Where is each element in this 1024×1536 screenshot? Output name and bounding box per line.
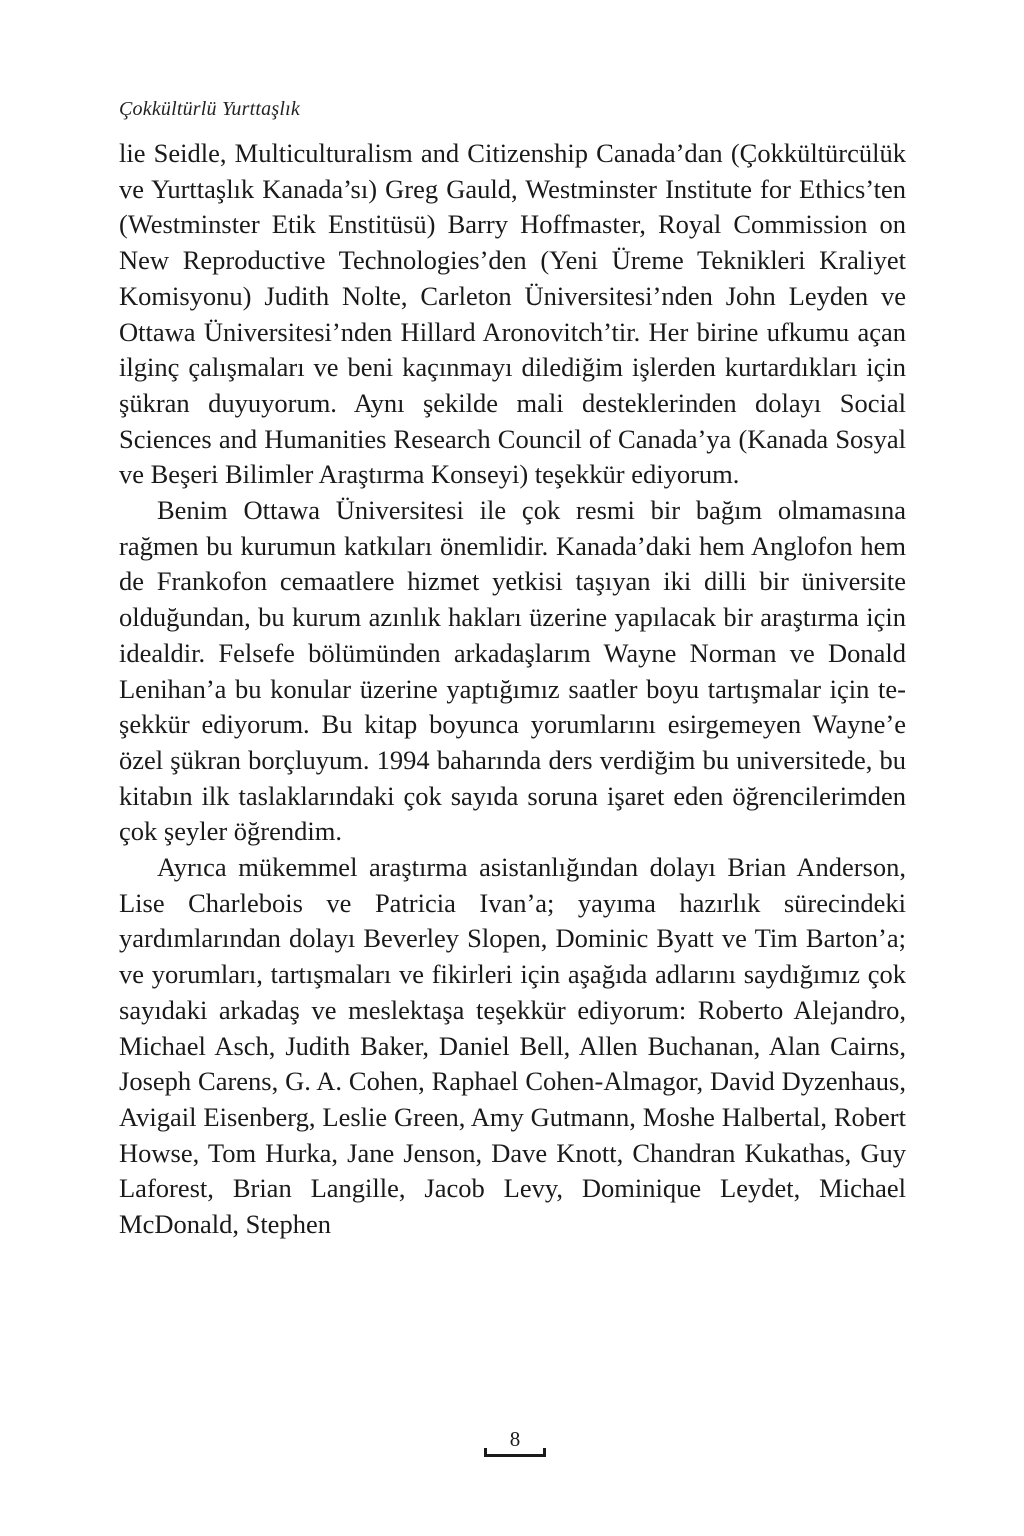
page-number-bracket (484, 1428, 546, 1457)
body-text (119, 136, 906, 1243)
paragraph-3: Ayrıca mükemmel araştırma asistanlığından dolayı Brian Anderson, Lise Charlebois ve Patricia Ivan’a; yayıma hazırlık sürecindeki yardımlarından dolayı Beverley Slopen, Dominic Byatt ve Tim Barton’a; ve yorumları, tartışmaları ve fikirleri için aşağıda adlarını saydığımız çok sayıdaki arkadaş ve meslektaşa teşekkür ediyorum: Roberto Alejandro, Michael Asch, Judith Baker, Daniel Bell, Allen Buchanan, Alan Cairns, Joseph Carens, G. A. Cohen, Raphael Cohen-Almagor, David Dyzenhaus, Avigail Eisenberg, Leslie Green, Amy Gutmann, Moshe Halbertal, Robert Howse, Tom Hurka, Jane Jenson, Dave Knott, Chandran Kukathas, Guy Laforest, Brian Langille, Jacob Levy, Dominique Leydet, Michael McDonald, Stephen (119, 852, 906, 1240)
running-head: Çokkültürlü Yurttaşlık (119, 98, 300, 120)
paragraph-2: Benim Ottawa Üniversitesi ile çok resmi bir bağım olmamasına rağmen bu kurumun katkıları önemlidir. Kanada’daki hem Anglofon hem de Frankofon cemaatlere hizmet yetkisi taşıyan iki dilli bir üniversite olduğundan, bu kurum azınlık hakları üzerine yapılacak bir araştırma için idealdir. Felsefe bölümünden arkadaşlarım Wayne Norman ve Donald Lenihan’a bu konular üzerine yaptığımız saatler boyu tartışmalar için teşekkür ediyorum. Bu kitap boyunca yorumlarını esirgemeyen Wayne’e özel şükran borçluyum. 1994 baharında ders verdiğim bu universitede, bu kitabın ilk taslaklarındaki çok sayıda soruna işaret eden öğrencilerimden çok şeyler öğrendim. (119, 495, 906, 847)
page-number: 8 (509, 1427, 521, 1451)
paragraph-1: lie Seidle, Multiculturalism and Citizenship Canada’dan (Çokkültürcülük ve Yurttaşlık Kanada’sı) Greg Gauld, Westminster Institute for Ethics’ten (Westminster Etik Enstitüsü) Barry Hoffmaster, Royal Commission on New Reproductive Technologies’den (Yeni Üreme Teknikleri Kraliyet Komisyonu) Judith Nolte, Carleton Üniversitesi’nden John Leyden ve Ottawa Üniversitesi’nden Hillard Aronovitch’tir. Her birine ufkumu açan ilginç çalışmaları ve beni kaçınmayı dilediğim işlerden kurtardıkları için şükran duyuyorum. Aynı şekilde mali desteklerinden dolayı Social Sciences and Humanities Research Council of Canada’ya (Kanada Sosyal ve Beşeri Bilimler Araştırma Konseyi) teşekkür ediyorum. (119, 138, 906, 490)
